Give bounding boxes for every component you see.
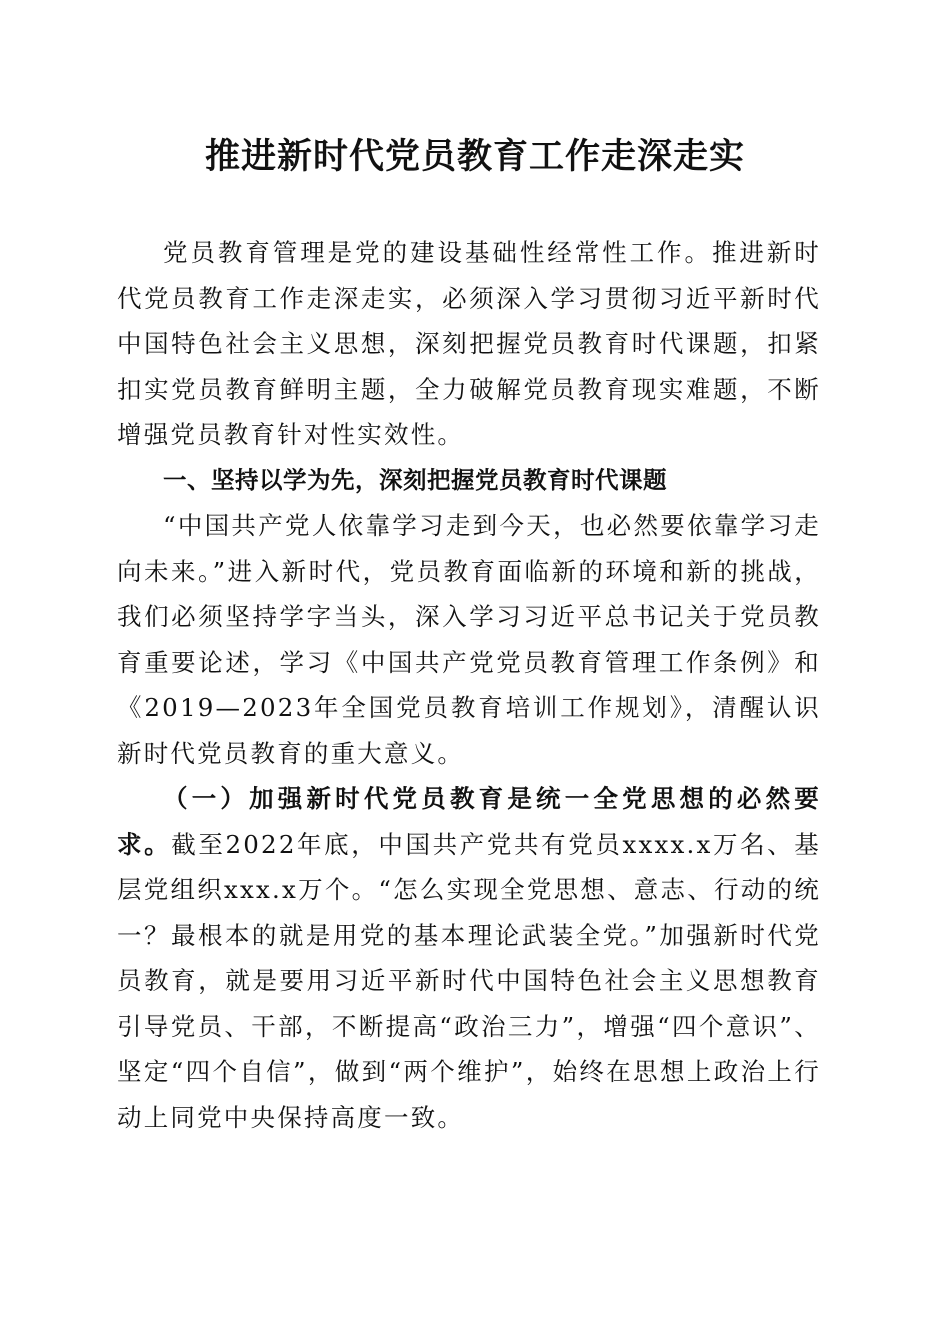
section-heading: 一、坚持以学为先，深刻把握党员教育时代课题 [163, 465, 667, 494]
intro-paragraph: 党员教育管理是党的建设基础性经常性工作。推进新时代党员教育工作走深走实，必须深入学习贯彻习近平新时代中国特色社会主义思想，深刻把握党员教育时代课题，扣紧扣实党员教育鲜明主题，全力破解党员教育现实难题，不断增强党员教育针对性实效性。 [117, 238, 821, 449]
document-title: 推进新时代党员教育工作走深走实 [204, 136, 745, 177]
subsection-text: 截至2022年底，中国共产党共有党员xxxx.x万名、基层党组织xxx.x万个。“怎么实现全党思想、意志、行动的统一？最根本的就是用党的基本理论武装全党。”加强新时代党员教育，就是要用习近平新时代中国特色社会主义思想教育引导党员、干部，不断提高“政治三力”，增强“四个意识”、坚定“四个自信”，做到“两个维护”，始终在思想上政治上行动上同党中央保持高度一致。 [117, 829, 822, 1132]
subsection-paragraph [117, 776, 821, 1140]
section-paragraph: “中国共产党人依靠学习走到今天，也必然要依靠学习走向未来。”进入新时代，党员教育面临新的环境和新的挑战，我们必须坚持学字当头，深入学习习近平总书记关于党员教育重要论述，学习《中国共产党党员教育管理工作条例》和《2019—2023年全国党员教育培训工作规划》，清醒认识新时代党员教育的重大意义。 [117, 511, 821, 768]
subsection-lead: （一）加强新时代党员教育是统一全党思想的必然要求。 [117, 784, 821, 859]
document-body [117, 230, 821, 1140]
